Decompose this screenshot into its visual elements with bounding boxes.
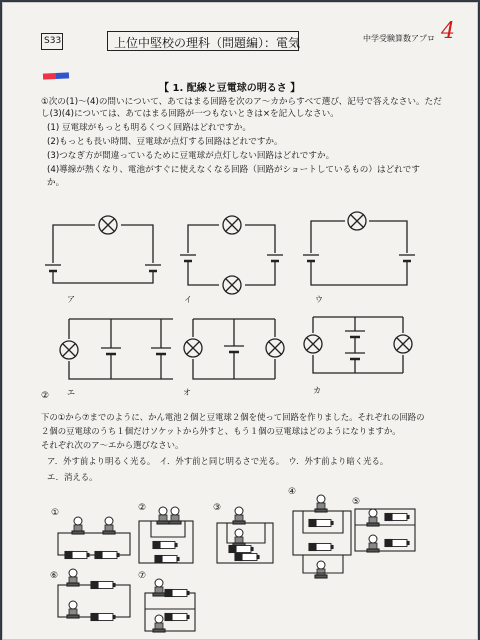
q1-item-2: (2)もっとも長い時間、豆電球が点灯する回路はどれですか。 bbox=[47, 137, 283, 147]
q2-label-4: ④ bbox=[288, 487, 297, 497]
q1-intro: ①次の(1)〜(4)の問いについて、あてはまる回路を次のア〜カからすべて選び、記号で答えなさい。ただし(3)(4)については、あてはまる回路が一つもないときは×を記入しなさい。 bbox=[41, 97, 442, 119]
page-title: 上位中堅校の理科（問題編）：電気 bbox=[114, 36, 301, 50]
q1-item-3: (3)つなぎ方が間違っているために豆電球が点灯しない回路はどれですか。 bbox=[47, 151, 335, 161]
q2-circuit-3 bbox=[217, 507, 273, 563]
q2-label-5: ⑤ bbox=[352, 497, 361, 507]
q2-label-3: ③ bbox=[213, 503, 222, 513]
q2-circuit-4 bbox=[293, 495, 351, 578]
q2-number: ② bbox=[41, 391, 50, 401]
q2-circuits bbox=[3, 3, 477, 639]
q1-item-4: (4)導線が熱くなり、電池がすぐに使えなくなる回路（回路がショートしているもの）はどれですか。 bbox=[47, 165, 420, 188]
q2-choices-2: エ．消える。 bbox=[47, 472, 98, 482]
q2-text-3: それぞれ次のア〜エから選びなさい。 bbox=[41, 440, 184, 450]
q2-circuit-1 bbox=[58, 517, 130, 559]
brand-name: 中学受験算数アプロ bbox=[363, 34, 435, 43]
q2-label-1: ① bbox=[51, 508, 60, 518]
q2-label-7: ⑦ bbox=[138, 571, 147, 581]
label-e: エ bbox=[67, 388, 75, 397]
q2-circuit-5 bbox=[355, 509, 415, 552]
label-o: オ bbox=[183, 388, 191, 397]
q2-circuit-2 bbox=[139, 507, 193, 563]
q2-text-2: ２個の豆電球のうち１個だけソケットから外すと、もう１個の豆電球はどのようになりますか。 bbox=[41, 426, 401, 436]
page-code: S33 bbox=[44, 36, 62, 46]
section-title: 【 1. 配線と豆電球の明るさ 】 bbox=[159, 83, 301, 94]
page-number: 4 bbox=[441, 19, 455, 44]
label-u: ウ bbox=[315, 295, 323, 304]
q1-item-1: (1) 豆電球がもっとも明るくつく回路はどれですか。 bbox=[47, 123, 251, 133]
worksheet-page bbox=[2, 2, 478, 640]
q2-circuit-7 bbox=[145, 579, 195, 632]
q2-label-2: ② bbox=[138, 503, 147, 513]
label-ka: カ bbox=[313, 386, 321, 395]
q2-choices-1: ア．外す前より明るく光る。 イ．外す前と同じ明るさで光る。 ウ．外す前より暗く光る。 bbox=[47, 456, 389, 466]
q2-label-6: ⑥ bbox=[50, 571, 59, 581]
label-a: ア bbox=[67, 295, 75, 304]
q2-circuit-6 bbox=[58, 569, 130, 621]
label-i: イ bbox=[184, 295, 192, 304]
q2-text-1: 下の①から⑦までのように、かん電池２個と豆電球２個を使って回路を作りました。それぞれの回路の bbox=[41, 412, 425, 422]
